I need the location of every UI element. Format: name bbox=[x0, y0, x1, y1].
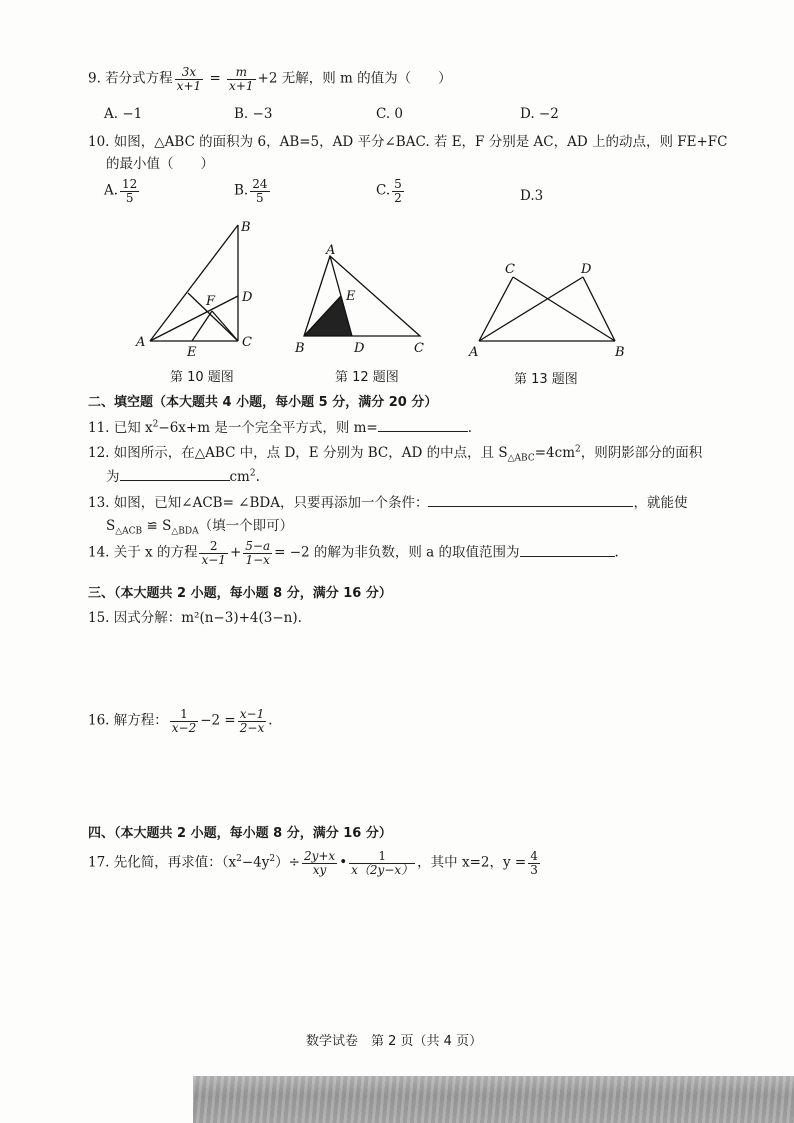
q9-option-c: C. 0 bbox=[376, 106, 404, 122]
fig10-segment-ad bbox=[150, 296, 238, 341]
question-12-line-1: 12. 如图所示，在△ABC 中，点 D，E 分别为 BC，AD 的中点，且 $S_{\triangle ABC}=4cm^2$，则阴影部分的面积 bbox=[88, 444, 703, 464]
fig13-label-a: A bbox=[469, 345, 479, 360]
fig12-label-c: C bbox=[414, 341, 424, 356]
fig10-label-b: B bbox=[241, 220, 251, 235]
figure-13-diagram bbox=[465, 255, 635, 365]
fig12-label-d: D bbox=[354, 341, 365, 356]
fig12-label-b: B bbox=[295, 341, 305, 356]
question-15: 15. 因式分解：m²(n−3)+4(3−n). bbox=[88, 610, 302, 626]
question-12-line-2: 为 $cm^2$. bbox=[106, 468, 260, 485]
fig10-segment-fc bbox=[212, 311, 238, 341]
fig12-label-e: E bbox=[346, 289, 356, 304]
fig13-label-b: B bbox=[615, 345, 625, 360]
q10-line-1: 10. 如图，△ABC 的面积为 6，AB=5，AD 平分∠BAC. 若 E，F 分别是 AC，AD 上的动点，则 FE+FC bbox=[88, 134, 728, 150]
figure-13-caption: 第 13 题图 bbox=[514, 372, 578, 387]
fig10-label-f: F bbox=[206, 294, 216, 309]
question-11: 11. 已知 $x^2-6x+m$ 是一个完全平方式，则 m= . bbox=[88, 419, 473, 436]
fig10-segment-ef bbox=[192, 311, 212, 341]
scan-artifact-strip bbox=[193, 1076, 794, 1123]
section-4-heading: 四、（本大题共 2 小题，每小题 8 分，满分 16 分） bbox=[88, 826, 392, 841]
question-16: 16. 解方程： $\frac{1}{x-2}$ −2 = $\frac{x-1}{2-x}$ . bbox=[88, 707, 273, 735]
q9-lead: 9. 若分式方程 bbox=[88, 70, 173, 87]
q10-line-2: 的最小值（ ） bbox=[106, 156, 214, 172]
fig13-label-d: D bbox=[581, 262, 592, 277]
question-17: 17. 先化简，再求值：$(x^2-4y^2)\div$ $\frac{2y+x}{xy}$ • $\frac{1}{x(2y-x)}$ ，其中 x=2，y = $\frac{4}{3}$ bbox=[88, 849, 538, 877]
fig13-segment-ac bbox=[479, 277, 513, 341]
section-3-heading: 三、（本大题共 2 小题，每小题 8 分，满分 16 分） bbox=[88, 586, 392, 601]
q9-fraction-1: $\frac{3x}{x+1}$ bbox=[176, 65, 202, 93]
section-2-heading: 二、填空题（本大题共 4 小题，每小题 5 分，满分 20 分） bbox=[88, 395, 438, 410]
question-9: 9. 若分式方程 $\frac{3x}{x+1}$ = $\frac{m}{x+1}$ +2 无解，则 m 的值为（ ） bbox=[88, 65, 452, 93]
fig13-label-c: C bbox=[505, 262, 515, 277]
fig10-label-c: C bbox=[242, 335, 252, 350]
fig12-shaded-region bbox=[304, 296, 352, 336]
fig13-segment-ad bbox=[479, 277, 583, 341]
figure-10-caption: 第 10 题图 bbox=[170, 370, 234, 385]
q12-answer-blank[interactable] bbox=[120, 468, 230, 481]
question-13-line-1: 13. 如图，已知∠ACB= ∠BDA，只要再添加一个条件： ，就能使 bbox=[88, 495, 688, 511]
q9-tail: +2 无解，则 m 的值为（ ） bbox=[257, 70, 452, 87]
q9-fraction-2: $\frac{m}{x+1}$ bbox=[229, 65, 254, 93]
q14-answer-blank[interactable] bbox=[520, 544, 615, 557]
fig10-segment-ab bbox=[150, 225, 238, 341]
figure-12-caption: 第 12 题图 bbox=[335, 370, 399, 385]
question-14: 14. 关于 x 的方程 $\frac{2}{x-1}$ + $\frac{5-a}{1-x}$ = −2 的解为非负数，则 a 的取值范围为 . bbox=[88, 539, 619, 567]
q10-option-a: A. $\frac{12}{5}$ bbox=[104, 177, 138, 205]
q13-answer-blank[interactable] bbox=[428, 494, 633, 507]
page-footer: 数学试卷 第 2 页（共 4 页） bbox=[306, 1034, 483, 1049]
fig10-label-a: A bbox=[136, 335, 146, 350]
q9-option-b: B. −3 bbox=[234, 106, 273, 122]
fig12-label-a: A bbox=[326, 243, 336, 258]
q10-option-b: B. $\frac{24}{5}$ bbox=[234, 177, 268, 205]
q10-option-d: D.3 bbox=[520, 188, 544, 204]
q10-option-c: C. $\frac{5}{2}$ bbox=[376, 177, 402, 205]
fig10-label-d: D bbox=[242, 290, 253, 305]
figure-12-diagram bbox=[290, 240, 430, 360]
q9-option-d: D. −2 bbox=[520, 106, 559, 122]
question-13-line-2: $S_{\triangle ACB}$ ≌ $S_{\triangle BDA}$（填一个即可） bbox=[106, 518, 294, 537]
figure-10-diagram bbox=[130, 215, 270, 360]
fig10-label-e: E bbox=[187, 345, 197, 360]
q11-answer-blank[interactable] bbox=[378, 419, 468, 432]
q9-option-a: A. −1 bbox=[104, 106, 143, 122]
